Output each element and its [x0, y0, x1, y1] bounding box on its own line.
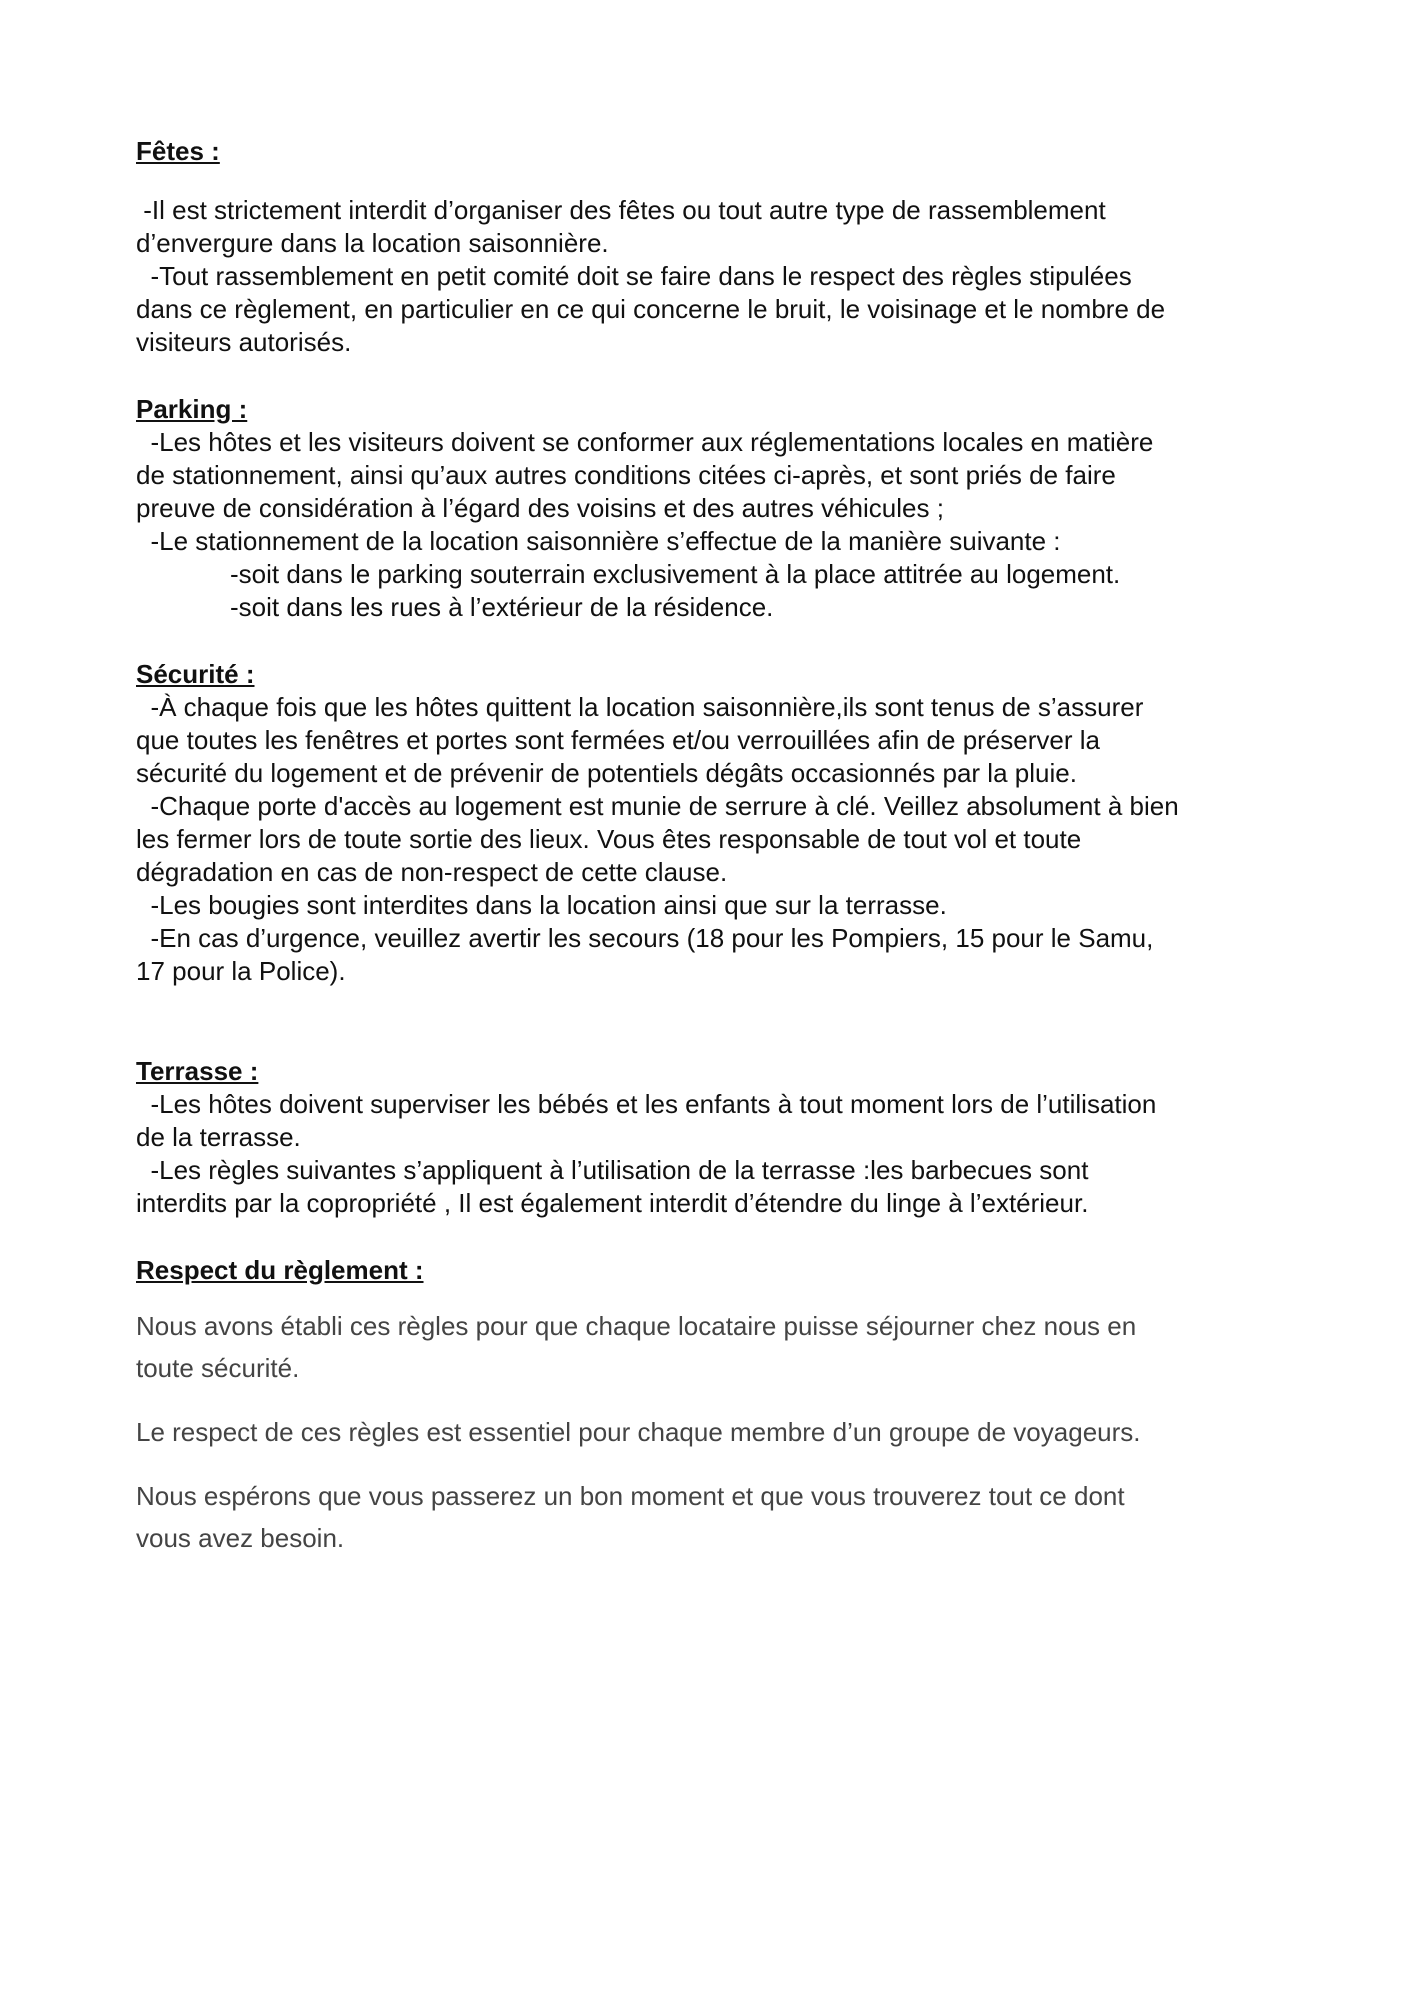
paragraph-line: -À chaque fois que les hôtes quittent la location saisonnière,ils sont tenus de s’assurer: [136, 692, 1144, 722]
paragraph-line: -Les bougies sont interdites dans la location ainsi que sur la terrasse.: [136, 890, 947, 920]
closing-paragraph: [136, 1475, 1296, 1559]
paragraph-line: -Il est strictement interdit d’organiser des fêtes ou tout autre type de rassemblement: [136, 195, 1106, 225]
closing-paragraph: [136, 1305, 1296, 1389]
paragraph-line: dans ce règlement, en particulier en ce qui concerne le bruit, le voisinage et le nombre de: [136, 294, 1166, 324]
paragraph-line: de stationnement, ainsi qu’aux autres conditions citées ci-après, et sont priés de faire: [136, 460, 1116, 490]
paragraph-line: les fermer lors de toute sortie des lieux. Vous êtes responsable de tout vol et toute: [136, 824, 1082, 854]
paragraph-line: Nous avons établi ces règles pour que chaque locataire puisse séjourner chez nous en: [136, 1311, 1137, 1341]
paragraph-line: interdits par la copropriété , Il est également interdit d’étendre du linge à l’extérieur.: [136, 1188, 1089, 1218]
section-fetes: [136, 134, 1296, 359]
paragraph-line: sécurité du logement et de prévenir de potentiels dégâts occasionnés par la pluie.: [136, 758, 1077, 788]
paragraph-line: -En cas d’urgence, veuillez avertir les secours (18 pour les Pompiers, 15 pour le Samu,: [136, 923, 1154, 953]
paragraph-line: -Les hôtes doivent superviser les bébés et les enfants à tout moment lors de l’utilisation: [136, 1089, 1157, 1119]
section-heading-terrasse: Terrasse :: [136, 1056, 259, 1086]
section-respect-reglement: [136, 1253, 1296, 1559]
section-parking: [136, 392, 1296, 624]
section-securite: [136, 657, 1296, 988]
paragraph-line: -Chaque porte d'accès au logement est munie de serrure à clé. Veillez absolument à bien: [136, 791, 1179, 821]
section-heading-parking: Parking :: [136, 394, 248, 424]
document-content: [136, 134, 1296, 1581]
section-terrasse: [136, 1054, 1296, 1220]
paragraph-line: d’envergure dans la location saisonnière.: [136, 228, 609, 258]
paragraph-line: que toutes les fenêtres et portes sont fermées et/ou verrouillées afin de préserver la: [136, 725, 1100, 755]
paragraph-line: vous avez besoin.: [136, 1523, 345, 1553]
section-heading-fetes: Fêtes :: [136, 136, 220, 166]
paragraph-line: -Le stationnement de la location saisonnière s’effectue de la manière suivante :: [136, 526, 1061, 556]
paragraph-line: de la terrasse.: [136, 1122, 301, 1152]
closing-paragraph: [136, 1411, 1296, 1453]
section-heading-respect: Respect du règlement :: [136, 1255, 424, 1285]
list-item: -soit dans le parking souterrain exclusivement à la place attitrée au logement.: [230, 559, 1121, 589]
paragraph-line: Nous espérons que vous passerez un bon moment et que vous trouverez tout ce dont: [136, 1481, 1125, 1511]
paragraph-line: toute sécurité.: [136, 1353, 300, 1383]
paragraph-line: -Les règles suivantes s’appliquent à l’utilisation de la terrasse :les barbecues sont: [136, 1155, 1089, 1185]
paragraph-line: dégradation en cas de non-respect de cette clause.: [136, 857, 728, 887]
section-heading-securite: Sécurité :: [136, 659, 255, 689]
paragraph-line: -Tout rassemblement en petit comité doit se faire dans le respect des règles stipulées: [136, 261, 1132, 291]
paragraph-line: 17 pour la Police).: [136, 956, 346, 986]
paragraph-line: -Les hôtes et les visiteurs doivent se conformer aux réglementations locales en matière: [136, 427, 1154, 457]
paragraph-line: preuve de considération à l’égard des voisins et des autres véhicules ;: [136, 493, 944, 523]
paragraph-line: Le respect de ces règles est essentiel pour chaque membre d’un groupe de voyageurs.: [136, 1417, 1141, 1447]
list-item: -soit dans les rues à l’extérieur de la résidence.: [230, 592, 774, 622]
paragraph-line: visiteurs autorisés.: [136, 327, 352, 357]
